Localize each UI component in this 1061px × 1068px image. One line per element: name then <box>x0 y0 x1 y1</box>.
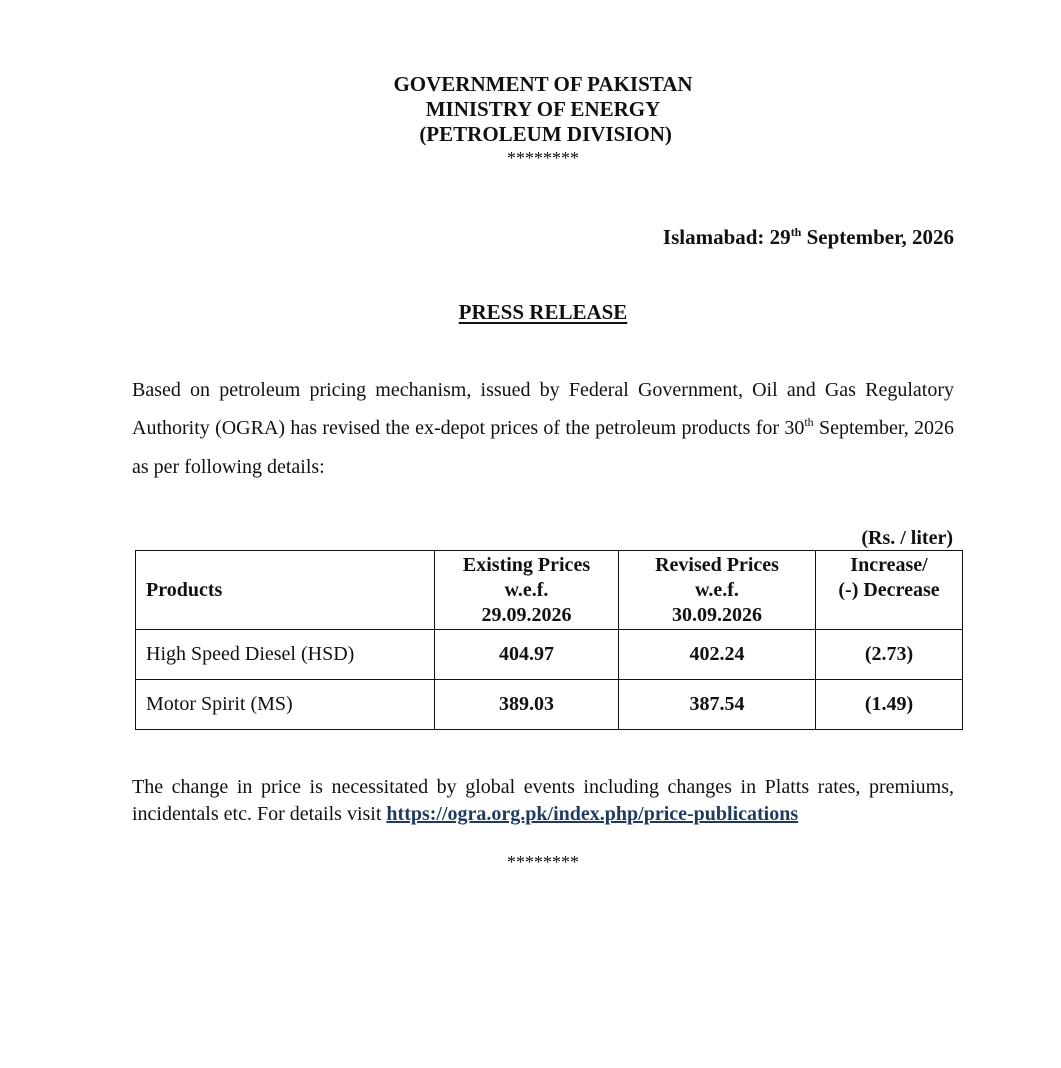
body-ordinal: th <box>804 414 814 429</box>
header-change <box>816 551 963 630</box>
header-revised-line1: Revised Prices <box>655 553 779 576</box>
header-change-line2: (-) Decrease <box>838 579 940 601</box>
header-change-line1: Increase/ <box>850 554 928 576</box>
letterhead-government: GOVERNMENT OF PAKISTAN <box>393 72 693 96</box>
letterhead-division: (PETROLEUM DIVISION) <box>414 122 672 146</box>
letterhead-separator: ******** <box>507 148 579 168</box>
page-title <box>0 299 1061 325</box>
header-products: Products <box>136 551 435 630</box>
revised-price-cell: 402.24 <box>619 630 816 680</box>
price-change-cell: (2.73) <box>816 630 963 680</box>
dateline-suffix: September, 2026 <box>801 225 954 249</box>
existing-price-cell: 404.97 <box>435 630 619 680</box>
header-revised-line3: 30.09.2026 <box>672 603 762 626</box>
price-change-cell: (1.49) <box>816 680 963 730</box>
table-header-row <box>136 551 963 630</box>
body-paragraph <box>132 372 954 487</box>
product-name-cell: High Speed Diesel (HSD) <box>136 630 435 680</box>
dateline-ordinal: th <box>790 225 802 239</box>
page-title-text: PRESS RELEASE <box>458 300 628 324</box>
body-text-after: September, 2026 as per following details: <box>132 416 954 478</box>
letterhead-ministry: MINISTRY OF ENERGY <box>425 97 661 121</box>
price-table <box>135 550 963 730</box>
header-existing-line1: Existing Prices <box>462 553 591 576</box>
price-publications-link[interactable]: https://ogra.org.pk/index.php/price-publications <box>386 803 799 825</box>
footer-paragraph <box>132 774 954 828</box>
revised-price-cell: 387.54 <box>619 680 816 730</box>
table-row <box>136 630 963 680</box>
header-existing-line2: w.e.f. <box>504 578 549 601</box>
header-existing-prices <box>435 551 619 630</box>
table-unit: (Rs. / liter) <box>861 527 953 549</box>
end-separator: ******** <box>507 852 579 872</box>
header-existing-line3: 29.09.2026 <box>481 603 572 626</box>
header-revised-line2: w.e.f. <box>695 578 739 601</box>
header-revised-prices <box>619 551 816 630</box>
product-name-cell: Motor Spirit (MS) <box>136 680 435 730</box>
existing-price-cell: 389.03 <box>435 680 619 730</box>
footer-text: The change in price is necessitated by global events including changes in Platts rates, premiums, incidentals etc. For details visit <box>132 776 954 825</box>
body-text-before: Based on petroleum pricing mechanism, issued by Federal Government, Oil and Gas Regulatory Authority (OGRA) has revised the ex-depot prices of the petroleum products for 30 <box>132 379 954 439</box>
dateline-prefix: Islamabad: 29 <box>662 225 791 249</box>
letterhead <box>0 72 1061 169</box>
dateline <box>663 224 954 253</box>
table-row <box>136 680 963 730</box>
